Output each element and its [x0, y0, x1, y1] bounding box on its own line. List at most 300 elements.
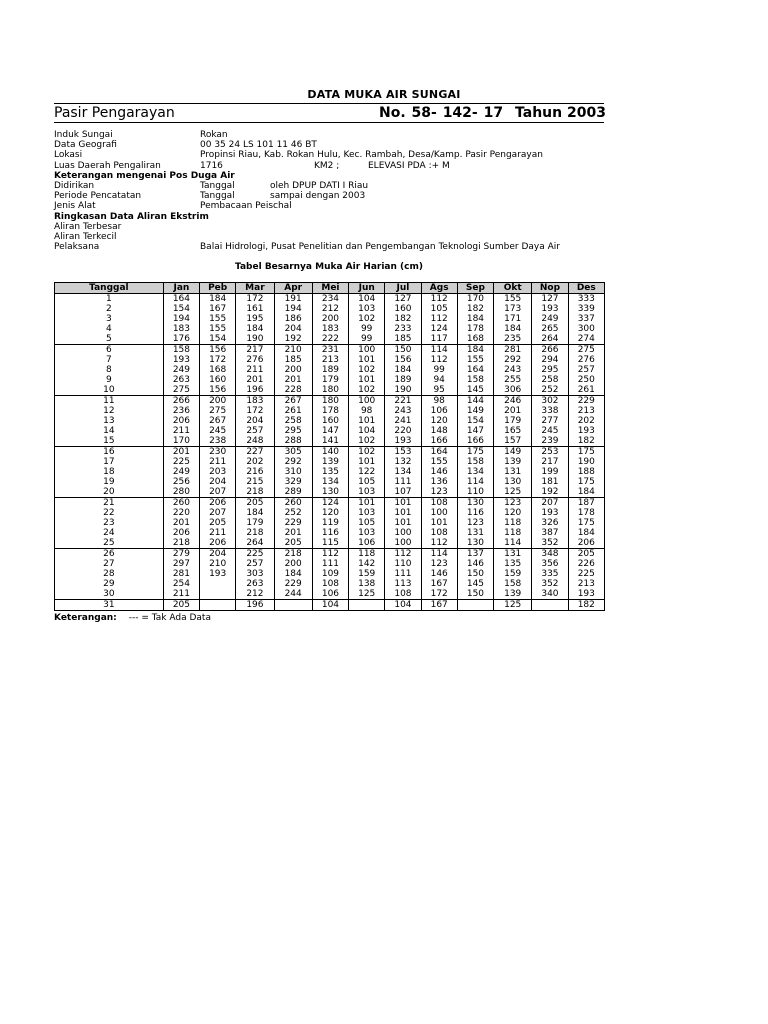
value-cell: 114: [494, 538, 532, 549]
value-cell: 261: [568, 385, 604, 396]
value-cell: 176: [163, 334, 199, 345]
value-cell: 218: [236, 487, 274, 498]
column-header-tanggal: Tanggal: [55, 283, 164, 294]
info-value: Rokan: [200, 130, 228, 140]
day-cell: 17: [55, 457, 164, 467]
value-cell: 115: [312, 538, 348, 549]
value-cell: 184: [494, 324, 532, 334]
value-cell: 205: [200, 518, 236, 528]
value-cell: 172: [236, 294, 274, 305]
value-cell: 175: [568, 477, 604, 487]
value-cell: 302: [532, 396, 568, 407]
value-cell: 110: [457, 487, 493, 498]
info-heading-pos: [54, 171, 614, 181]
value-cell: 113: [385, 579, 421, 589]
value-cell: 216: [236, 467, 274, 477]
value-cell: 249: [163, 467, 199, 477]
value-cell: 101: [349, 355, 385, 365]
value-cell: 102: [349, 385, 385, 396]
day-cell: 13: [55, 416, 164, 426]
value-cell: [349, 600, 385, 611]
value-cell: 204: [236, 416, 274, 426]
value-cell: 187: [568, 498, 604, 509]
table-row: [55, 579, 605, 589]
table-row: [55, 528, 605, 538]
value-cell: 100: [421, 508, 457, 518]
value-cell: 230: [200, 447, 236, 458]
value-cell: 184: [457, 314, 493, 324]
value-cell: 188: [568, 467, 604, 477]
value-cell: 103: [349, 508, 385, 518]
value-cell: 352: [532, 579, 568, 589]
day-cell: 9: [55, 375, 164, 385]
info-row-lokasi: [54, 150, 614, 160]
value-cell: 207: [200, 487, 236, 498]
column-header-month: Jan: [163, 283, 199, 294]
value-cell: 352: [532, 538, 568, 549]
value-cell: 179: [494, 416, 532, 426]
value-cell: 185: [274, 355, 312, 365]
value-cell: 220: [163, 508, 199, 518]
value-cell: 101: [349, 457, 385, 467]
day-cell: 27: [55, 559, 164, 569]
value-cell: 252: [274, 508, 312, 518]
value-cell: 193: [568, 426, 604, 436]
value-cell: 108: [421, 498, 457, 509]
value-cell: 191: [274, 294, 312, 305]
info-value: 1716: [200, 160, 223, 171]
value-cell: 127: [385, 294, 421, 305]
day-cell: 20: [55, 487, 164, 498]
value-cell: 107: [385, 487, 421, 498]
value-cell: 156: [200, 345, 236, 356]
info-value-extra: sampai dengan 2003: [270, 191, 366, 202]
value-cell: 114: [421, 549, 457, 560]
value-cell: [457, 600, 493, 611]
value-cell: 201: [274, 528, 312, 538]
value-cell: 211: [200, 457, 236, 467]
value-cell: 184: [457, 345, 493, 356]
section-heading: Keterangan mengenai Pos Duga Air: [54, 170, 235, 181]
info-row-pelaksana: [54, 242, 614, 252]
value-cell: 154: [457, 416, 493, 426]
value-cell: 101: [349, 375, 385, 385]
value-cell: 201: [163, 518, 199, 528]
value-cell: 134: [457, 467, 493, 477]
value-cell: 101: [385, 498, 421, 509]
value-cell: 155: [200, 314, 236, 324]
value-cell: 182: [568, 600, 604, 611]
info-elevasi: ELEVASI PDA :+ M: [368, 160, 450, 171]
value-cell: 141: [312, 436, 348, 447]
table-row: [55, 406, 605, 416]
value-cell: 275: [163, 385, 199, 396]
day-cell: 23: [55, 518, 164, 528]
value-cell: 292: [494, 355, 532, 365]
value-cell: 118: [349, 549, 385, 560]
value-cell: 205: [163, 600, 199, 611]
info-unit: KM2 ;: [314, 160, 340, 171]
value-cell: 192: [532, 487, 568, 498]
value-cell: 275: [200, 406, 236, 416]
day-cell: 12: [55, 406, 164, 416]
value-cell: 305: [274, 447, 312, 458]
value-cell: 120: [421, 416, 457, 426]
value-cell: 260: [163, 498, 199, 509]
value-cell: 164: [421, 447, 457, 458]
value-cell: 205: [568, 549, 604, 560]
value-cell: 123: [494, 498, 532, 509]
value-cell: 130: [457, 498, 493, 509]
value-cell: 253: [532, 447, 568, 458]
value-cell: 130: [494, 477, 532, 487]
table-row: [55, 549, 605, 560]
value-cell: 246: [494, 396, 532, 407]
value-cell: 95: [421, 385, 457, 396]
value-cell: 161: [236, 304, 274, 314]
value-cell: 109: [312, 569, 348, 579]
value-cell: 100: [349, 345, 385, 356]
value-cell: 150: [457, 569, 493, 579]
day-cell: 30: [55, 589, 164, 600]
value-cell: 265: [532, 324, 568, 334]
value-cell: 213: [568, 406, 604, 416]
value-cell: 116: [457, 508, 493, 518]
value-cell: 118: [494, 518, 532, 528]
value-cell: 200: [200, 396, 236, 407]
value-cell: 204: [200, 477, 236, 487]
value-cell: 184: [236, 508, 274, 518]
value-cell: 190: [568, 457, 604, 467]
value-cell: 139: [494, 589, 532, 600]
value-cell: 112: [421, 294, 457, 305]
value-cell: 158: [457, 457, 493, 467]
value-cell: 276: [236, 355, 274, 365]
info-row-geografi: [54, 140, 614, 150]
station-number: No. 58- 142- 17: [379, 105, 504, 121]
value-cell: 348: [532, 549, 568, 560]
value-cell: 258: [274, 416, 312, 426]
info-value: Balai Hidrologi, Pusat Penelitian dan Pengembangan Teknologi Sumber Daya Air: [200, 242, 560, 253]
value-cell: 112: [421, 355, 457, 365]
value-cell: 112: [312, 549, 348, 560]
value-cell: 160: [312, 416, 348, 426]
value-cell: 222: [312, 334, 348, 345]
value-cell: 236: [163, 406, 199, 416]
value-cell: 228: [274, 385, 312, 396]
value-cell: 204: [274, 324, 312, 334]
value-cell: 235: [494, 334, 532, 345]
value-cell: 171: [494, 314, 532, 324]
value-cell: 227: [236, 447, 274, 458]
value-cell: 149: [457, 406, 493, 416]
value-cell: 279: [163, 549, 199, 560]
value-cell: 263: [163, 375, 199, 385]
table-row: [55, 589, 605, 600]
value-cell: 131: [457, 528, 493, 538]
table-row: [55, 294, 605, 305]
day-cell: 1: [55, 294, 164, 305]
value-cell: 103: [349, 487, 385, 498]
value-cell: 106: [312, 589, 348, 600]
value-cell: 288: [274, 436, 312, 447]
table-row: [55, 559, 605, 569]
value-cell: 155: [421, 457, 457, 467]
day-cell: 6: [55, 345, 164, 356]
value-cell: 244: [274, 589, 312, 600]
value-cell: 196: [236, 600, 274, 611]
table-row: [55, 375, 605, 385]
value-cell: 167: [421, 579, 457, 589]
day-cell: 16: [55, 447, 164, 458]
value-cell: 207: [532, 498, 568, 509]
table-row: [55, 487, 605, 498]
value-cell: 203: [200, 467, 236, 477]
day-cell: 11: [55, 396, 164, 407]
value-cell: 178: [457, 324, 493, 334]
value-cell: 249: [163, 365, 199, 375]
footnote-text: --- = Tak Ada Data: [128, 613, 211, 623]
value-cell: 213: [312, 355, 348, 365]
value-cell: 211: [163, 589, 199, 600]
value-cell: 118: [494, 528, 532, 538]
value-cell: 134: [385, 467, 421, 477]
table-row: [55, 334, 605, 345]
value-cell: 294: [532, 355, 568, 365]
value-cell: 172: [421, 589, 457, 600]
value-cell: 338: [532, 406, 568, 416]
value-cell: 110: [385, 559, 421, 569]
table-row: [55, 518, 605, 528]
value-cell: 122: [349, 467, 385, 477]
value-cell: 281: [163, 569, 199, 579]
value-cell: 105: [349, 477, 385, 487]
value-cell: 178: [312, 406, 348, 416]
value-cell: 156: [200, 385, 236, 396]
value-cell: 243: [385, 406, 421, 416]
value-cell: 300: [568, 324, 604, 334]
value-cell: 124: [312, 498, 348, 509]
value-cell: 184: [568, 487, 604, 498]
value-cell: 193: [200, 569, 236, 579]
value-cell: 196: [236, 385, 274, 396]
document-title: DATA MUKA AIR SUNGAI: [307, 88, 461, 101]
value-cell: 104: [385, 600, 421, 611]
value-cell: 206: [163, 416, 199, 426]
value-cell: 292: [274, 457, 312, 467]
value-cell: 179: [312, 375, 348, 385]
value-cell: 125: [494, 487, 532, 498]
value-cell: 193: [532, 304, 568, 314]
value-cell: 99: [349, 334, 385, 345]
value-cell: 333: [568, 294, 604, 305]
day-cell: 24: [55, 528, 164, 538]
value-cell: 218: [274, 549, 312, 560]
table-row: [55, 498, 605, 509]
value-cell: 136: [421, 477, 457, 487]
value-cell: 157: [494, 436, 532, 447]
info-row-didirikan: [54, 181, 614, 191]
info-value: Pembacaan Peischal: [200, 201, 292, 212]
year-label: Tahun 2003: [515, 105, 606, 121]
column-header-month: Mar: [236, 283, 274, 294]
value-cell: 184: [385, 365, 421, 375]
value-cell: 181: [532, 477, 568, 487]
day-cell: 28: [55, 569, 164, 579]
info-row-luas: [54, 161, 614, 171]
value-cell: 159: [494, 569, 532, 579]
value-cell: 116: [312, 528, 348, 538]
table-row: [55, 365, 605, 375]
value-cell: 245: [200, 426, 236, 436]
value-cell: 218: [163, 538, 199, 549]
value-cell: 165: [494, 426, 532, 436]
value-cell: 226: [568, 559, 604, 569]
value-cell: 193: [163, 355, 199, 365]
value-cell: 111: [385, 569, 421, 579]
value-cell: 249: [532, 314, 568, 324]
day-cell: 3: [55, 314, 164, 324]
value-cell: 147: [312, 426, 348, 436]
value-cell: 238: [200, 436, 236, 447]
value-cell: 106: [349, 538, 385, 549]
info-row-periode: [54, 191, 614, 201]
info-label: Pelaksana: [54, 242, 100, 253]
table-row: [55, 304, 605, 314]
value-cell: 201: [494, 406, 532, 416]
column-header-month: Peb: [200, 283, 236, 294]
value-cell: 146: [421, 467, 457, 477]
table-row: [55, 467, 605, 477]
value-cell: 215: [236, 477, 274, 487]
value-cell: 217: [236, 345, 274, 356]
value-cell: 127: [532, 294, 568, 305]
value-cell: 200: [274, 559, 312, 569]
value-cell: 205: [274, 538, 312, 549]
value-cell: 276: [568, 355, 604, 365]
info-row-induk: [54, 130, 614, 140]
value-cell: 254: [163, 579, 199, 589]
value-cell: 195: [236, 314, 274, 324]
value-cell: 137: [457, 549, 493, 560]
day-cell: 29: [55, 579, 164, 589]
day-cell: 19: [55, 477, 164, 487]
value-cell: 340: [532, 589, 568, 600]
value-cell: 387: [532, 528, 568, 538]
info-row-terbesar: [54, 222, 614, 232]
value-cell: 94: [421, 375, 457, 385]
value-cell: 160: [200, 375, 236, 385]
value-cell: 281: [494, 345, 532, 356]
value-cell: 229: [568, 396, 604, 407]
value-cell: 158: [457, 375, 493, 385]
table-row: [55, 569, 605, 579]
value-cell: 257: [568, 365, 604, 375]
info-value: 00 35 24 LS 101 11 46 BT: [200, 140, 317, 151]
value-cell: 164: [163, 294, 199, 305]
day-cell: 7: [55, 355, 164, 365]
value-cell: 156: [385, 355, 421, 365]
value-cell: 310: [274, 467, 312, 477]
info-value: Tanggal: [200, 180, 235, 191]
value-cell: 256: [163, 477, 199, 487]
value-cell: 135: [494, 559, 532, 569]
value-cell: 168: [200, 365, 236, 375]
value-cell: 145: [457, 579, 493, 589]
info-label: Aliran Terbesar: [54, 221, 122, 232]
value-cell: 201: [236, 375, 274, 385]
value-cell: 206: [200, 498, 236, 509]
value-cell: 267: [200, 416, 236, 426]
value-cell: [532, 600, 568, 611]
value-cell: 186: [274, 314, 312, 324]
day-cell: 5: [55, 334, 164, 345]
value-cell: 131: [494, 467, 532, 477]
value-cell: 103: [349, 528, 385, 538]
table-row: [55, 385, 605, 396]
value-cell: 267: [274, 396, 312, 407]
day-cell: 15: [55, 436, 164, 447]
value-cell: 114: [457, 477, 493, 487]
value-cell: 200: [312, 314, 348, 324]
value-cell: 99: [421, 365, 457, 375]
value-cell: 159: [349, 569, 385, 579]
table-row: [55, 436, 605, 447]
value-cell: 194: [274, 304, 312, 314]
value-cell: 167: [200, 304, 236, 314]
day-cell: 31: [55, 600, 164, 611]
info-row-terkecil: [54, 232, 614, 242]
value-cell: 179: [236, 518, 274, 528]
value-cell: 183: [236, 396, 274, 407]
value-cell: 339: [568, 304, 604, 314]
value-cell: 108: [421, 528, 457, 538]
value-cell: 111: [312, 559, 348, 569]
value-cell: 266: [532, 345, 568, 356]
table-row: [55, 477, 605, 487]
value-cell: 167: [421, 600, 457, 611]
value-cell: [200, 579, 236, 589]
value-cell: 206: [163, 528, 199, 538]
value-cell: 210: [200, 559, 236, 569]
day-cell: 25: [55, 538, 164, 549]
value-cell: 306: [494, 385, 532, 396]
value-cell: 175: [457, 447, 493, 458]
value-cell: 277: [532, 416, 568, 426]
value-cell: 229: [274, 518, 312, 528]
table-row: [55, 396, 605, 407]
value-cell: 154: [163, 304, 199, 314]
value-cell: 263: [236, 579, 274, 589]
value-cell: 190: [385, 385, 421, 396]
value-cell: 231: [312, 345, 348, 356]
value-cell: 206: [568, 538, 604, 549]
value-cell: 211: [236, 365, 274, 375]
value-cell: 252: [532, 385, 568, 396]
info-label: Periode Pencatatan: [54, 191, 142, 202]
value-cell: 130: [312, 487, 348, 498]
column-header-month: Des: [568, 283, 604, 294]
value-cell: 234: [312, 294, 348, 305]
value-cell: 172: [236, 406, 274, 416]
value-cell: 218: [236, 528, 274, 538]
day-cell: 4: [55, 324, 164, 334]
column-header-month: Jun: [349, 283, 385, 294]
value-cell: 164: [457, 365, 493, 375]
table-row: [55, 457, 605, 467]
value-cell: 111: [385, 477, 421, 487]
table-row: [55, 447, 605, 458]
